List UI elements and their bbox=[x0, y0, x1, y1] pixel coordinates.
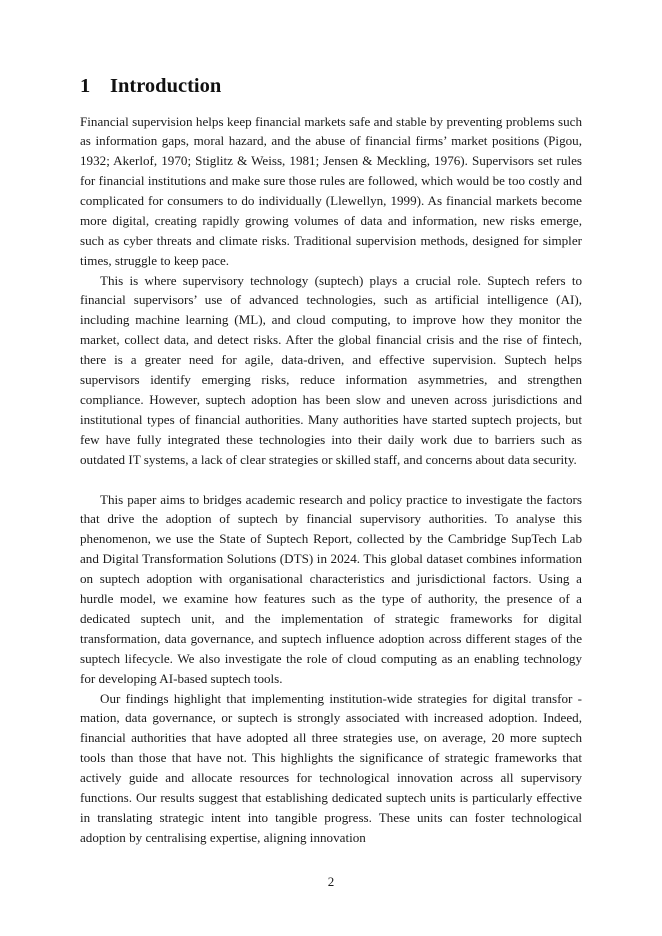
page-number: 2 bbox=[327, 874, 335, 889]
paragraph-3: This paper aims to bridges academic research and policy practice to investigate the factors that drive the adoption of suptech by financial supervisory authorities. To analyse this phenomenon, we use the State of Suptech Report, collected by the Cambridge SupTech Lab and Digital Transformation Solutions (DTS) in 2024. This global dataset combines information on suptech adoption with organisational characteristics and jurisdictional factors. Using a hurdle model, we examine how features such as the type of authority, the presence of a dedicated suptech unit, and the implementation of strategic frameworks for digital transformation, data governance, and suptech influence adoption across different stages of the suptech lifecycle. We also investigate the role of cloud computing as an enabling technology for developing AI-based suptech tools. bbox=[80, 491, 582, 686]
section-number: 1 bbox=[80, 75, 91, 97]
paragraph-2: This is where supervisory technology (suptech) plays a crucial role. Suptech refers to financial supervisors’ use of advanced technologies, such as artificial intelligence (AI), including machine learning (ML), and cloud computing, to improve how they monitor the market, collect data, and detect risks. After the global financial crisis and the rise of fintech, there is a greater need for agile, data-driven, and effective supervision. Suptech helps supervisors identify emerging risks, reduce information asymmetries, and strengthen compliance. However, suptech adoption has been slow and uneven across jurisdictions and institutional types of financial authorities. Many authorities have started suptech projects, but few have fully integrated these technologies into their daily work due to barriers such as outdated IT systems, a lack of clear strategies or skilled staff, and concerns about data security. bbox=[80, 272, 582, 467]
section-heading bbox=[80, 73, 221, 99]
paragraph-4: Our findings highlight that implementing institution-wide strategies for digital transfor -mation, data governance, or suptech is strongly associated with increased adoption. Indeed, financial authorities that have adopted all three strategies use, on average, 20 more suptech tools than those that have not. This highlights the significance of strategic frameworks that actively guide and allocate resources for technological innovation across all supervisory functions. Our results suggest that establishing dedicated suptech units is particularly effective in translating strategic intent into tangible progress. These units can foster technological adoption by centralising expertise, aligning innovation bbox=[80, 690, 582, 845]
paragraph-1: Financial supervision helps keep financial markets safe and stable by preventing problems such as information gaps, moral hazard, and the abuse of financial firms’ market positions (Pigou, 1932; Akerlof, 1970; Stiglitz & Weiss, 1981; Jensen & Meckling, 1976). Supervisors set rules for financial institutions and make sure those rules are followed, which would be too costly and complicated for consumers to do individually (Llewellyn, 1999). As financial markets become more digital, creating rapidly growing volumes of data and information, new risks emerge, such as cyber threats and climate risks. Traditional supervision methods, designed for simpler times, struggle to keep pace. bbox=[80, 113, 582, 268]
section-title: Introduction bbox=[110, 75, 222, 97]
